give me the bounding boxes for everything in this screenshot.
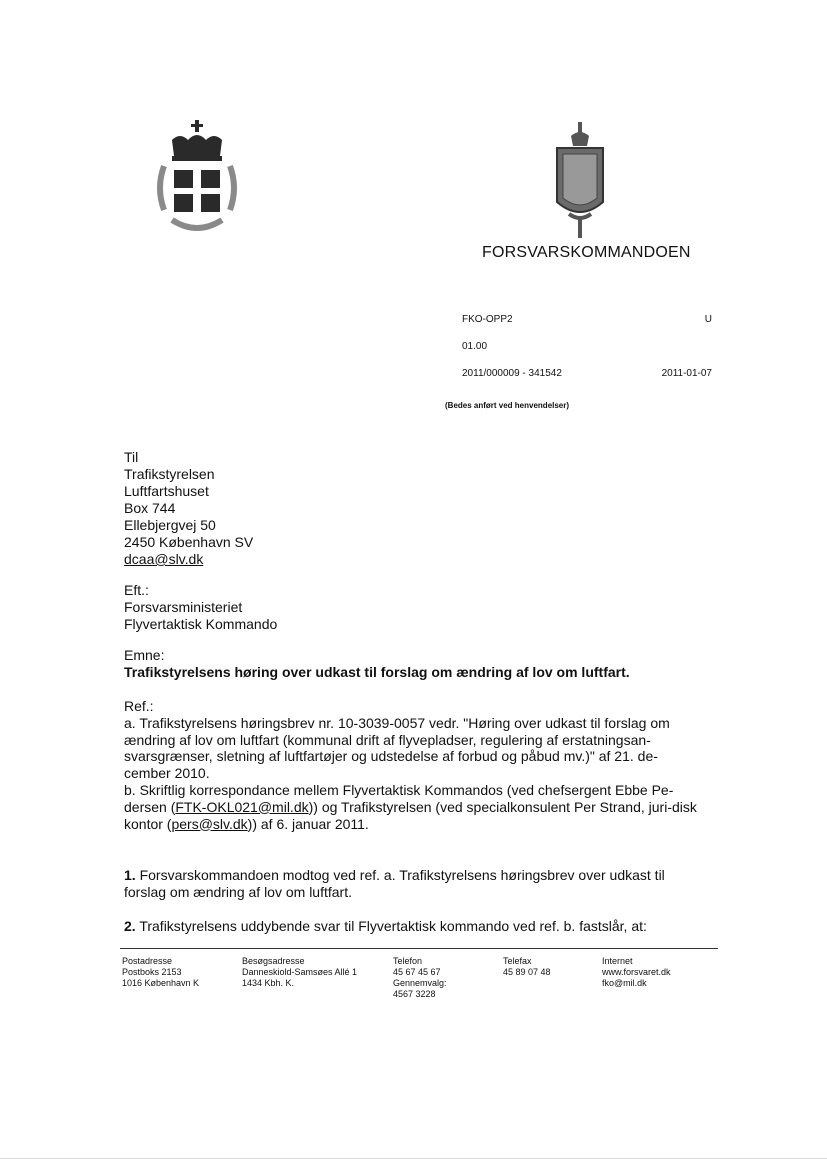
royal-crest-icon xyxy=(549,122,611,240)
ref-file-number: 01.00 xyxy=(462,341,488,352)
footer-line: 1016 København K xyxy=(122,978,200,988)
reference-b-text: )) af 6. januar 2011. xyxy=(247,815,369,832)
footer-postal-address xyxy=(122,956,199,989)
footer-line: 45 67 45 67 xyxy=(393,967,441,977)
paragraph-number: 1. xyxy=(124,867,136,883)
footer-fax xyxy=(503,956,551,978)
ref-row xyxy=(462,314,712,341)
paragraph-text: Forsvarskommandoen modtog ved ref. a. Trafikstyrelsens høringsbrev over udkast til forslag om ændring af lov om luftfart. xyxy=(124,867,665,900)
ref-case-number: 2011/000009 - 341542 xyxy=(462,368,562,379)
ref-office-code: FKO-OPP2 xyxy=(462,314,513,325)
footer-line: Danneskiold-Samsøes Allé 1 xyxy=(242,967,358,977)
pers-email-link[interactable]: pers@slv.dk xyxy=(171,815,248,832)
defence-logo-icon xyxy=(150,118,244,238)
ftk-email-link[interactable]: FTK-OKL021@mil.dk xyxy=(175,798,309,815)
footer-visiting-address xyxy=(242,956,357,989)
footer-line: Telefon xyxy=(393,956,423,966)
paragraph-text: Trafikstyrelsens uddybende svar til Flyvertaktisk kommando ved ref. b. fastslår, at: xyxy=(135,918,647,934)
address-line: Box 744 xyxy=(124,500,176,516)
footer-line: Internet xyxy=(602,956,633,966)
footer-phone xyxy=(393,956,447,1000)
footer-website-link[interactable]: www.forsvaret.dk xyxy=(602,967,671,977)
paragraph-1 xyxy=(124,867,704,901)
footer-line: Postadresse xyxy=(122,956,173,966)
reference-block xyxy=(462,314,712,395)
address-line: Ellebjergvej 50 xyxy=(124,517,216,533)
reference-b-text: )) og Trafikstyrelsen (ved specialkonsulent Per Strand, juri-disk kontor ( xyxy=(124,798,697,832)
paragraph-number: 2. xyxy=(124,918,136,934)
address-line: Luftfartshuset xyxy=(124,483,209,499)
page-edge-line xyxy=(0,1158,827,1159)
reference-a: a. Trafikstyrelsens høringsbrev nr. 10-3039-0057 vedr. "Høring over udkast til forslag om ændring af lov om luftfart (kommunal drift af flyvepladser, regulering af erstatningsan-svarsgrænser, sletning af luftfartøjer og udstedelse af forbud og påbud mv.)" af 21. de-cember 2010. xyxy=(124,714,670,782)
eft-line: Forsvarsministeriet xyxy=(124,599,243,615)
footer-line: 45 89 07 48 xyxy=(503,967,551,977)
address-line: 2450 København SV xyxy=(124,534,254,550)
ref-row xyxy=(462,368,712,395)
footer-divider xyxy=(120,948,598,949)
recipient-address xyxy=(124,449,704,568)
letter-date: 2011-01-07 xyxy=(661,368,712,379)
organization-name: FORSVARSKOMMANDOEN xyxy=(482,244,691,261)
subject-section xyxy=(124,647,704,681)
reference-note: (Bedes anført ved henvendelser) xyxy=(445,401,570,410)
references-section xyxy=(124,698,704,832)
subject-text: Trafikstyrelsens høring over udkast til forslag om ændring af lov om luftfart. xyxy=(124,663,630,680)
reference-b xyxy=(124,782,704,832)
recipient-email-link[interactable]: dcaa@slv.dk xyxy=(124,551,204,567)
references-label: Ref.: xyxy=(124,698,154,714)
subject-label: Emne: xyxy=(124,647,165,663)
footer-email-link[interactable]: fko@mil.dk xyxy=(602,978,647,988)
footer-line: 4567 3228 xyxy=(393,989,436,999)
classification-code: U xyxy=(704,314,712,325)
footer-line: Gennemvalg: xyxy=(393,978,447,988)
ref-row xyxy=(462,341,712,368)
footer-divider xyxy=(598,948,718,949)
footer-line: 1434 Kbh. K. xyxy=(242,978,295,988)
address-line: Trafikstyrelsen xyxy=(124,466,215,482)
paragraph-2 xyxy=(124,918,704,935)
footer-line: Telefax xyxy=(503,956,532,966)
footer-line: Besøgsadresse xyxy=(242,956,305,966)
reference-b-text: b. Skriftlig korrespondance mellem Flyvertaktisk Kommandos (ved chefsergent Ebbe Pe-dersen ( xyxy=(124,781,674,815)
eft-line: Flyvertaktisk Kommando xyxy=(124,616,278,632)
eft-line: Eft.: xyxy=(124,582,149,598)
address-line: Til xyxy=(124,449,139,465)
copy-recipients xyxy=(124,582,704,633)
footer-line: Postboks 2153 xyxy=(122,967,182,977)
footer-internet xyxy=(602,956,671,989)
